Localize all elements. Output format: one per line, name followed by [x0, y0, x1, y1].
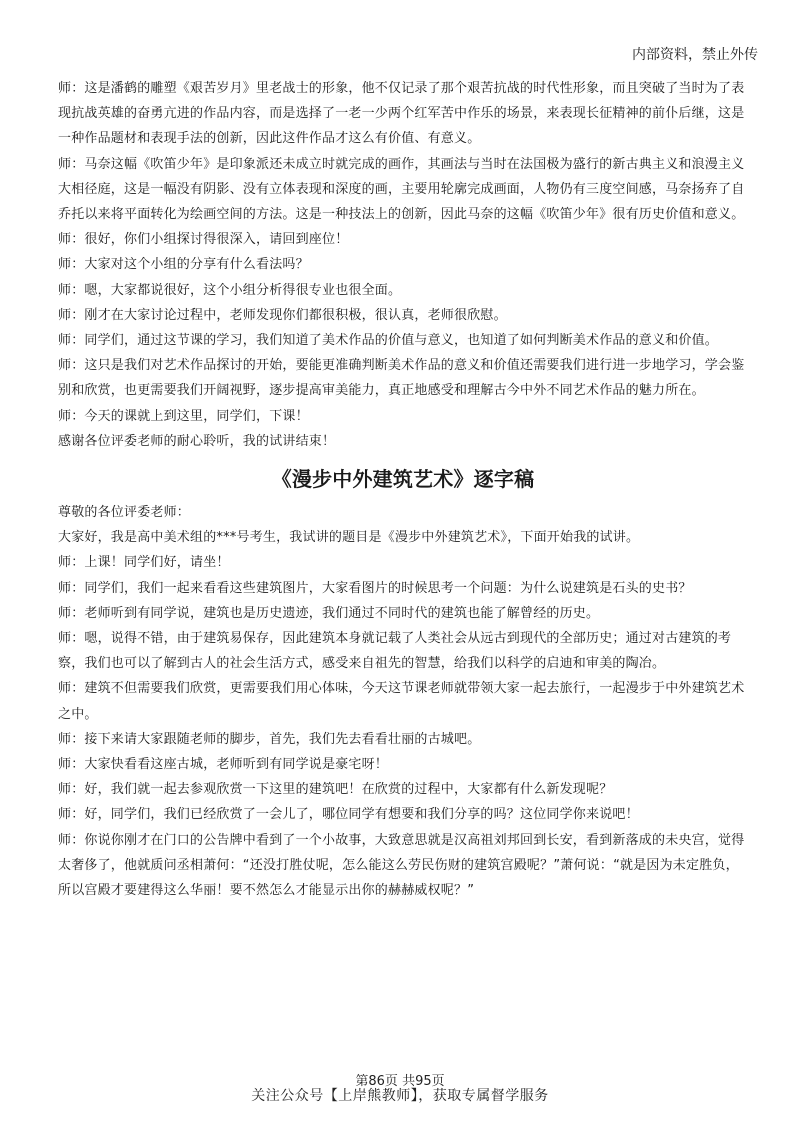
paragraph: 感谢各位评委老师的耐心聆听，我的试讲结束！: [58, 433, 336, 449]
paragraph: 师：上课！同学们好，请坐！: [58, 555, 230, 571]
paragraph: 师：大家快看看这座古城，老师听到有同学说是豪宅呀！: [58, 757, 389, 773]
paragraph: 师：老师听到有同学说，建筑也是历史遗迹，我们通过不同时代的建筑也能了解曾经的历史。: [58, 605, 600, 621]
document-body: [58, 76, 748, 903]
paragraph: 尊敬的各位评委老师：: [58, 505, 191, 521]
paragraph: 师：建筑不但需要我们欣赏，更需要我们用心体味，今天这节课老师就带领大家一起去旅行，一起漫步于中外建筑艺术之中。: [58, 681, 745, 722]
paragraph: 师：好，我们就一起去参观欣赏一下这里的建筑吧！在欣赏的过程中，大家都有什么新发现呢？: [58, 782, 613, 798]
confidential-note: 内部资料，禁止外传: [632, 47, 758, 63]
page-number: 第86页 共95页: [355, 1074, 445, 1089]
paragraph: 师：好，同学们，我们已经欣赏了一会儿了，哪位同学有想要和我们分享的吗？这位同学你来说吧！: [58, 807, 639, 823]
paragraph: 师：你说你刚才在门口的公告牌中看到了一个小故事，大致意思就是汉高祖刘邦回到长安，看到新落成的未央宫，觉得太奢侈了，他就质问丞相萧何：“还没打胜仗呢，怎么能这么劳民伤财的建筑宫殿呢？”萧何说：“就是因为未定胜负，所以宫殿才要建得这么华丽！要不然怎么才能显示出你的赫赫威权呢？”: [58, 832, 745, 899]
paragraph: 师：马奈这幅《吹笛少年》是印象派还未成立时就完成的画作，其画法与当时在法国极为盛行的新古典主义和浪漫主义大相径庭，这是一幅没有阴影、没有立体表现和深度的画，主要用轮廓完成画面，人物仍有三度空间感，马奈扬弃了自乔托以来将平面转化为绘画空间的方法。这是一种技法上的创新，因此马奈的这幅《吹笛少年》很有历史价值和意义。: [58, 156, 745, 223]
paragraph: 师：这是潘鹤的雕塑《艰苦岁月》里老战士的形象，他不仅记录了那个艰苦抗战的时代性形象，而且突破了当时为了表现抗战英雄的奋勇亢进的作品内容，而是选择了一老一少两个红军苦中作乐的场景，来表现长征精神的前仆后继，这是一种作品题材和表现手法的创新，因此这件作品才这么有价值、有意义。: [58, 81, 745, 147]
paragraph: 师：今天的课就上到这里，同学们，下课！: [58, 408, 309, 424]
paragraph: 师：接下来请大家跟随老师的脚步，首先，我们先去看看壮丽的古城吧。: [58, 731, 481, 747]
footer-note: 关注公众号【上岸熊教师】，获取专属督学服务: [251, 1088, 549, 1104]
paragraph: 大家好，我是高中美术组的***号考生，我试讲的题目是《漫步中外建筑艺术》，下面开始我的试讲。: [58, 530, 640, 546]
paragraph: 师：嗯，说得不错，由于建筑易保存，因此建筑本身就记载了人类社会从远古到现代的全部历史；通过对古建筑的考察，我们也可以了解到古人的社会生活方式，感受来自祖先的智慧，给我们以科学的启迪和审美的陶冶。: [58, 631, 732, 672]
paragraph: 师：大家对这个小组的分享有什么看法吗？: [58, 257, 309, 273]
paragraph: 师：同学们，我们一起来看看这些建筑图片，大家看图片的时候思考一个问题：为什么说建筑是石头的史书？: [58, 580, 692, 596]
section-title: 《漫步中外建筑艺术》逐字稿: [271, 467, 535, 492]
paragraph: 师：同学们，通过这节课的学习，我们知道了美术作品的价值与意义，也知道了如何判断美术作品的意义和价值。: [58, 333, 719, 349]
paragraph: 师：很好，你们小组探讨得很深入，请回到座位！: [58, 232, 349, 248]
paragraph: 师：嗯，大家都说很好，这个小组分析得很专业也很全面。: [58, 282, 402, 298]
paragraph: 师：这只是我们对艺术作品探讨的开始，要能更准确判断美术作品的意义和价值还需要我们进行进一步地学习，学会鉴别和欣赏，也更需要我们开阔视野，逐步提高审美能力，真正地感受和理解古今中外不同艺术作品的魅力所在。: [58, 358, 745, 399]
paragraph: 师：刚才在大家讨论过程中，老师发现你们都很积极，很认真，老师很欣慰。: [58, 307, 507, 323]
